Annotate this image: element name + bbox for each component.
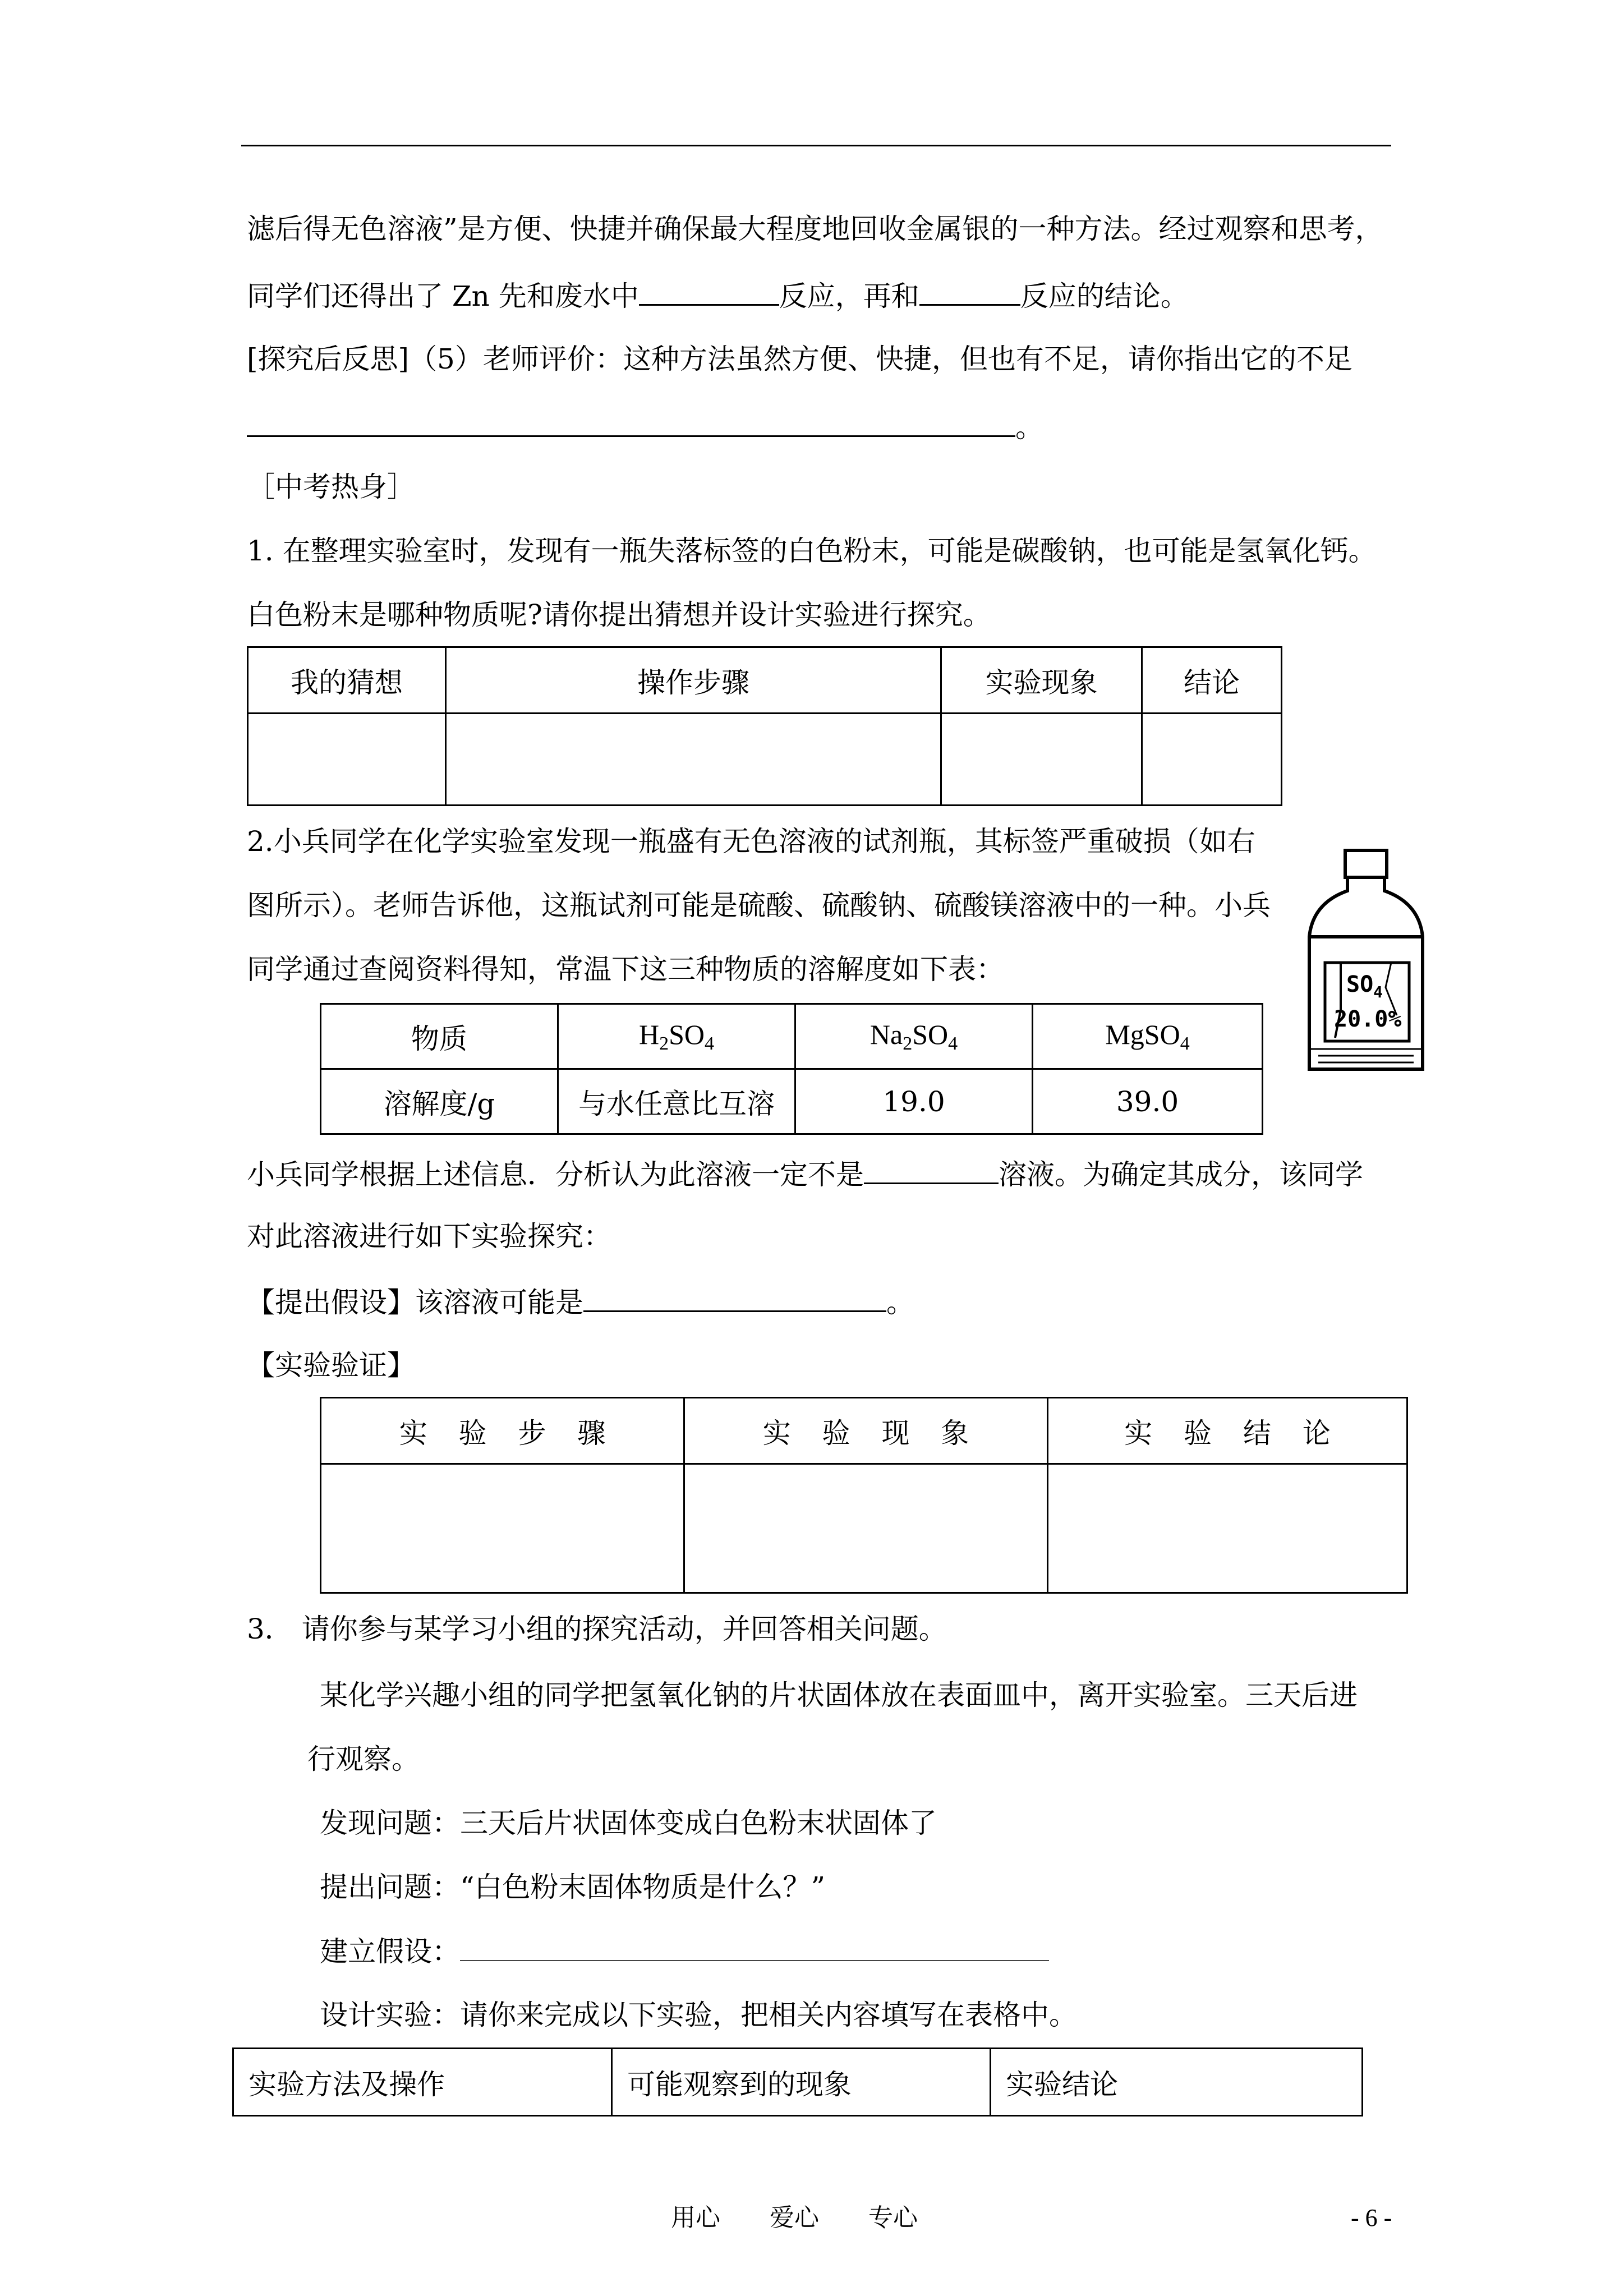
guess-table xyxy=(247,646,1282,806)
answer-blank[interactable] xyxy=(639,278,779,306)
table-header: $Na_2SO_4$ xyxy=(795,1004,1033,1069)
text-line: 小兵同学根据上述信息．分析认为此溶液一定不是 溶液。为确定其成分，该同学 xyxy=(247,1157,1363,1191)
table-cell[interactable] xyxy=(446,714,941,806)
table-cell[interactable] xyxy=(684,1464,1048,1593)
solubility-table xyxy=(320,1003,1263,1135)
text-line: 提出问题：“白色粉末固体物质是什么？” xyxy=(320,1871,826,1903)
table-cell[interactable] xyxy=(321,1464,684,1593)
bottle-label-percent: 20.0% xyxy=(1334,1006,1402,1032)
text-line: 【实验验证】 xyxy=(247,1349,415,1382)
table-header: 我的猜想 xyxy=(248,647,446,714)
table-header: 可能观察到的现象 xyxy=(612,2049,991,2116)
text-line: 图所示）。老师告诉他，这瓶试剂可能是硫酸、硫酸钠、硫酸镁溶液中的一种。小兵 xyxy=(247,889,1271,922)
text-line: 滤后得无色溶液”是方便、快捷并确保最大程度地回收金属银的一种方法。经过观察和思考， xyxy=(247,213,1383,245)
text-line: 白色粉末是哪种物质呢?请你提出猜想并设计实验进行探究。 xyxy=(247,599,991,631)
text-line: 发现问题：三天后片状固体变成白色粉末状固体了 xyxy=(320,1807,937,1839)
text-line: [探究后反思]（5）老师评价：这种方法虽然方便、快捷，但也有不足，请你指出它的不足 xyxy=(247,343,1352,375)
page-number: - 6 - xyxy=(1351,2204,1392,2231)
table-cell: 39.0 xyxy=(1033,1069,1263,1134)
text-line: 设计实验：请你来完成以下实验，把相关内容填写在表格中。 xyxy=(320,1999,1077,2031)
answer-blank[interactable] xyxy=(919,278,1020,306)
table-header: 实验结论 xyxy=(991,2049,1363,2116)
bottle-label-formula: SO xyxy=(1346,972,1374,997)
table-header: 结论 xyxy=(1142,647,1282,714)
table-header: 实验现象 xyxy=(941,647,1142,714)
table-cell: 19.0 xyxy=(795,1069,1033,1134)
text-line: 行观察。 xyxy=(307,1743,420,1775)
question-3: 3． 请你参与某学习小组的探究活动，并回答相关问题。 xyxy=(247,1613,947,1645)
table-cell: 溶解度/g xyxy=(321,1069,558,1134)
experiment-table xyxy=(232,2047,1363,2116)
table-header: 实 验 步 骤 xyxy=(321,1398,684,1464)
table-header: $H_2SO_4$ xyxy=(558,1004,795,1069)
table-cell[interactable] xyxy=(248,714,446,806)
answer-blank[interactable] xyxy=(583,1285,886,1312)
text-line: 建立假设： xyxy=(320,1934,1049,1968)
text-line: 同学通过查阅资料得知，常温下这三种物质的溶解度如下表： xyxy=(247,953,1004,986)
text-line: 。 xyxy=(247,409,1043,444)
table-cell[interactable] xyxy=(1048,1464,1407,1593)
table-header: 实 验 现 象 xyxy=(684,1398,1048,1464)
answer-blank[interactable] xyxy=(460,1934,1049,1961)
svg-text:SO4 xyxy=(1346,972,1383,1001)
question-1: 1. 在整理实验室时，发现有一瓶失落标签的白色粉末，可能是碳酸钠，也可能是氢氧化钙。 xyxy=(247,535,1377,567)
table-header: 物质 xyxy=(321,1004,558,1069)
table-cell: 与水任意比互溶 xyxy=(558,1069,795,1134)
text-line: 同学们还得出了 Zn 先和废水中 反应，再和 反应的结论。 xyxy=(247,278,1189,313)
table-cell[interactable] xyxy=(1142,714,1282,806)
table-header: 实 验 结 论 xyxy=(1048,1398,1407,1464)
question-2: 2.小兵同学在化学实验室发现一瓶盛有无色溶液的试剂瓶，其标签严重破损（如右 xyxy=(247,825,1255,858)
table-cell[interactable] xyxy=(941,714,1142,806)
section-heading: ［中考热身］ xyxy=(247,471,415,503)
text-line: 某化学兴趣小组的同学把氢氧化钠的片状固体放在表面皿中，离开实验室。三天后进 xyxy=(320,1679,1358,1711)
text-line: 【提出假设】该溶液可能是 。 xyxy=(247,1285,914,1319)
text-line: 对此溶液进行如下实验探究： xyxy=(247,1220,611,1253)
table-header: 操作步骤 xyxy=(446,647,941,714)
header-rule xyxy=(241,145,1391,146)
answer-blank[interactable] xyxy=(247,409,1015,437)
table-header: 实验方法及操作 xyxy=(233,2049,612,2116)
table-header: MgSO$_4$ xyxy=(1033,1004,1263,1069)
reagent-bottle-image xyxy=(1301,847,1430,1077)
answer-blank[interactable] xyxy=(864,1157,999,1184)
bottle-label-subscript: 4 xyxy=(1373,983,1383,1001)
verification-table xyxy=(320,1397,1408,1594)
footer-motto: 用心 爱心 专心 xyxy=(671,2203,918,2232)
